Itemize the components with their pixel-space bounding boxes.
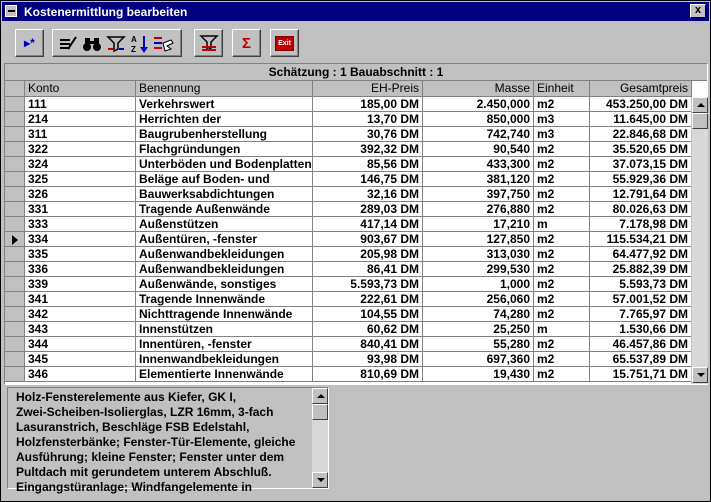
table-row[interactable] [5,247,692,262]
cell-gesamtpreis[interactable]: 22.846,68 DM [590,127,692,142]
row-indicator[interactable] [5,262,25,277]
cell-einheit[interactable]: m2 [534,232,590,247]
cell-einheit[interactable]: m2 [534,157,590,172]
cell-masse[interactable]: 55,280 [423,337,534,352]
header-gesamtpreis[interactable]: Gesamtpreis [590,81,692,97]
row-indicator[interactable] [5,307,25,322]
memo-line: Zwei-Scheiben-Isolierglas, LZR 16mm, 3-fach [16,405,274,419]
cell-eh-preis[interactable]: 93,98 DM [313,352,423,367]
svg-text:Z: Z [131,45,136,54]
cell-konto[interactable]: 326 [25,187,136,202]
table-row[interactable] [5,322,692,337]
memo-line: Pultdach mit gerundetem unterem Abschluß. [16,465,272,479]
cell-gesamtpreis[interactable]: 57.001,52 DM [590,292,692,307]
exit-button[interactable] [270,29,299,57]
row-indicator[interactable] [5,277,25,292]
row-indicator[interactable] [5,112,25,127]
sort-az-icon [130,34,150,54]
grid-scroll-thumb[interactable] [692,113,708,129]
cell-masse[interactable]: 276,880 [423,202,534,217]
cell-einheit[interactable]: m2 [534,187,590,202]
table-row[interactable] [5,307,692,322]
cell-konto[interactable]: 346 [25,367,136,382]
cell-einheit[interactable]: m [534,322,590,337]
cell-eh-preis[interactable]: 85,56 DM [313,157,423,172]
cell-gesamtpreis[interactable]: 25.882,39 DM [590,262,692,277]
cell-konto[interactable]: 331 [25,202,136,217]
cell-benennung[interactable]: Innentüren, -fenster [136,337,313,352]
cell-gesamtpreis[interactable]: 12.791,64 DM [590,187,692,202]
scroll-up-icon [317,394,325,398]
cell-eh-preis[interactable]: 86,41 DM [313,262,423,277]
cell-eh-preis[interactable]: 185,00 DM [313,97,423,112]
cell-einheit[interactable]: m2 [534,307,590,322]
cell-masse[interactable]: 256,060 [423,292,534,307]
binoculars-icon [82,35,102,53]
filter-red-icon [199,34,219,52]
cell-benennung[interactable]: Außenwandbekleidungen [136,262,313,277]
svg-text:A: A [131,35,137,44]
exit-icon: Exit [275,36,294,51]
memo-scroll-thumb[interactable] [312,404,328,420]
cell-gesamtpreis[interactable]: 46.457,86 DM [590,337,692,352]
cell-konto[interactable]: 335 [25,247,136,262]
cell-einheit[interactable]: m [534,217,590,232]
cell-gesamtpreis[interactable]: 453.250,00 DM [590,97,692,112]
cell-benennung[interactable]: Außenwandbekleidungen [136,247,313,262]
cell-einheit[interactable]: m2 [534,202,590,217]
cell-masse[interactable]: 381,120 [423,172,534,187]
table-row[interactable] [5,217,692,232]
cell-benennung[interactable]: Baugrubenherstellung [136,127,313,142]
cell-masse[interactable]: 433,300 [423,157,534,172]
cell-benennung[interactable]: Außenwände, sonstiges [136,277,313,292]
row-indicator[interactable] [5,142,25,157]
grid-vertical-scrollbar[interactable] [691,97,708,384]
cell-benennung[interactable]: Tragende Innenwände [136,292,313,307]
cell-masse[interactable]: 850,000 [423,112,534,127]
row-indicator[interactable] [5,367,25,382]
cell-eh-preis[interactable]: 392,32 DM [313,142,423,157]
row-indicator[interactable] [5,157,25,172]
table-row[interactable] [5,97,692,112]
cell-gesamtpreis[interactable]: 7.765,97 DM [590,307,692,322]
cell-gesamtpreis[interactable]: 37.073,15 DM [590,157,692,172]
current-row-arrow-icon [12,235,18,245]
scroll-up-icon [697,103,705,107]
cell-einheit[interactable]: m2 [534,367,590,382]
filter-icon [106,35,126,53]
header-konto[interactable]: Konto [25,81,136,97]
cell-benennung[interactable]: Verkehrswert [136,97,313,112]
grid-scroll-up-button[interactable] [692,97,708,113]
grid-scroll-down-button[interactable] [692,367,708,383]
hand-pointer-icon [153,34,175,54]
cell-einheit[interactable]: m2 [534,292,590,307]
row-indicator[interactable] [5,337,25,352]
filter-remove-button[interactable] [194,29,223,57]
header-eh-preis[interactable]: EH-Preis [313,81,423,97]
cell-benennung[interactable]: Außentüren, -fenster [136,232,313,247]
cell-benennung[interactable]: Herrichten der [136,112,313,127]
table-row[interactable] [5,172,692,187]
window-title: Kostenermittlung bearbeiten [24,5,188,19]
scroll-down-icon [317,478,325,482]
cell-eh-preis[interactable]: 146,75 DM [313,172,423,187]
cell-gesamtpreis[interactable]: 55.929,36 DM [590,172,692,187]
table-row[interactable] [5,337,692,352]
cell-einheit[interactable]: m2 [534,97,590,112]
cell-eh-preis[interactable]: 810,69 DM [313,367,423,382]
table-row[interactable] [5,277,692,292]
table-row[interactable] [5,127,692,142]
table-row[interactable] [5,187,692,202]
cell-konto[interactable]: 325 [25,172,136,187]
sigma-icon: Σ [241,34,251,52]
cell-einheit[interactable]: m2 [534,262,590,277]
table-row[interactable] [5,202,692,217]
header-indicator [5,81,25,97]
row-indicator[interactable] [5,187,25,202]
cell-eh-preis[interactable]: 13,70 DM [313,112,423,127]
cell-konto[interactable]: 344 [25,337,136,352]
cell-masse[interactable]: 74,280 [423,307,534,322]
cell-benennung[interactable]: Innenwandbekleidungen [136,352,313,367]
header-row [5,81,692,96]
cell-einheit[interactable]: m2 [534,277,590,292]
table-row[interactable] [5,112,692,127]
memo-text [16,390,306,494]
cell-benennung[interactable]: Nichttragende Innenwände [136,307,313,322]
table-row[interactable] [5,142,692,157]
edit-list-icon [58,35,78,53]
memo-line: Ausführung; kleine Fenster; Fenster unter dem [16,450,285,464]
header-benennung[interactable]: Benennung [136,81,313,97]
cell-einheit[interactable]: m2 [534,352,590,367]
cell-eh-preis[interactable]: 5.593,73 DM [313,277,423,292]
cell-eh-preis[interactable]: 289,03 DM [313,202,423,217]
memo-vertical-scrollbar[interactable] [311,388,328,488]
cell-eh-preis[interactable]: 903,67 DM [313,232,423,247]
cell-gesamtpreis[interactable]: 65.537,89 DM [590,352,692,367]
sum-button[interactable] [232,29,261,57]
header-einheit[interactable]: Einheit [534,81,590,97]
row-indicator[interactable] [5,352,25,367]
cell-gesamtpreis[interactable]: 15.751,71 DM [590,367,692,382]
cell-masse[interactable]: 2.450,000 [423,97,534,112]
description-memo[interactable] [7,387,329,494]
grid-caption: Schätzung : 1 Bauabschnitt : 1 [5,64,707,81]
row-indicator[interactable] [5,202,25,217]
edit-pen-button[interactable] [57,33,79,55]
cell-einheit[interactable]: m3 [534,127,590,142]
cell-masse[interactable]: 1,000 [423,277,534,292]
row-indicator[interactable] [5,127,25,142]
title-bar [2,2,709,21]
memo-line: Holz-Fensterelemente aus Kiefer, GK I, [16,390,237,404]
cell-konto[interactable]: 342 [25,307,136,322]
new-record-icon: ▸* [24,36,35,50]
cell-konto[interactable]: 334 [25,232,136,247]
cell-einheit[interactable]: m2 [534,247,590,262]
cell-eh-preis[interactable]: 104,55 DM [313,307,423,322]
memo-line: Lasuranstrich, Beschläge FSB Edelstahl, [16,420,250,434]
cell-konto[interactable]: 322 [25,142,136,157]
sort-az-button[interactable] [129,33,151,55]
cell-eh-preis[interactable]: 32,16 DM [313,187,423,202]
cell-gesamtpreis[interactable]: 5.593,73 DM [590,277,692,292]
cell-masse[interactable]: 90,540 [423,142,534,157]
table-row[interactable] [5,352,692,367]
cell-konto[interactable]: 111 [25,97,136,112]
header-masse[interactable]: Masse [423,81,534,97]
cell-konto[interactable]: 311 [25,127,136,142]
cell-benennung[interactable]: Außenstützen [136,217,313,232]
cell-einheit[interactable]: m3 [534,112,590,127]
cell-gesamtpreis[interactable]: 35.520,65 DM [590,142,692,157]
table-row[interactable] [5,232,692,247]
edit-tools-group [52,29,182,57]
memo-line: Holzfensterbänke; Fenster-Tür-Elemente, gleiche [16,435,296,449]
row-indicator[interactable] [5,232,25,247]
cell-benennung[interactable]: Tragende Außenwände [136,202,313,217]
cell-eh-preis[interactable]: 60,62 DM [313,322,423,337]
cell-gesamtpreis[interactable]: 80.026,63 DM [590,202,692,217]
table-row[interactable] [5,262,692,277]
cell-masse[interactable]: 17,210 [423,217,534,232]
table-row[interactable] [5,367,692,382]
filter-button[interactable] [105,33,127,55]
cell-konto[interactable]: 214 [25,112,136,127]
cell-benennung[interactable]: Bauwerksabdichtungen [136,187,313,202]
cell-benennung[interactable]: Beläge auf Boden- und [136,172,313,187]
cell-benennung[interactable]: Elementierte Innenwände [136,367,313,382]
cell-eh-preis[interactable]: 222,61 DM [313,292,423,307]
cost-grid [4,63,708,385]
row-indicator[interactable] [5,322,25,337]
cell-gesamtpreis[interactable]: 11.645,00 DM [590,112,692,127]
hand-list-button[interactable] [153,33,175,55]
cell-gesamtpreis[interactable]: 1.530,66 DM [590,322,692,337]
cell-masse[interactable]: 742,740 [423,127,534,142]
cell-benennung[interactable]: Unterböden und Bodenplatten [136,157,313,172]
cell-konto[interactable]: 339 [25,277,136,292]
cell-eh-preis[interactable]: 205,98 DM [313,247,423,262]
cell-masse[interactable]: 127,850 [423,232,534,247]
search-button[interactable] [81,33,103,55]
cell-eh-preis[interactable]: 840,41 DM [313,337,423,352]
cell-gesamtpreis[interactable]: 64.477,92 DM [590,247,692,262]
cell-konto[interactable]: 345 [25,352,136,367]
table-row[interactable] [5,292,692,307]
row-indicator[interactable] [5,217,25,232]
memo-scroll-down-button[interactable] [312,472,328,488]
cell-masse[interactable]: 25,250 [423,322,534,337]
row-indicator[interactable] [5,247,25,262]
cell-konto[interactable]: 333 [25,217,136,232]
cell-einheit[interactable]: m2 [534,172,590,187]
row-indicator[interactable] [5,292,25,307]
cell-gesamtpreis[interactable]: 115.534,21 DM [590,232,692,247]
cell-konto[interactable]: 341 [25,292,136,307]
cell-benennung[interactable]: Innenstützen [136,322,313,337]
cell-eh-preis[interactable]: 30,76 DM [313,127,423,142]
new-record-button[interactable] [15,29,44,57]
system-menu-icon[interactable] [5,5,17,17]
cell-masse[interactable]: 397,750 [423,187,534,202]
cell-masse[interactable]: 313,030 [423,247,534,262]
cell-einheit[interactable]: m2 [534,142,590,157]
cell-gesamtpreis[interactable]: 7.178,98 DM [590,217,692,232]
cell-masse[interactable]: 19,430 [423,367,534,382]
cell-konto[interactable]: 343 [25,322,136,337]
cell-konto[interactable]: 324 [25,157,136,172]
memo-scroll-up-button[interactable] [312,388,328,404]
row-indicator[interactable] [5,97,25,112]
cell-masse[interactable]: 697,360 [423,352,534,367]
cell-eh-preis[interactable]: 417,14 DM [313,217,423,232]
cell-benennung[interactable]: Flachgründungen [136,142,313,157]
memo-line: Eingangstüranlage; Windfangelemente in [16,480,252,494]
row-indicator[interactable] [5,172,25,187]
cell-konto[interactable]: 336 [25,262,136,277]
cell-masse[interactable]: 299,530 [423,262,534,277]
scroll-down-icon [697,373,705,377]
close-button[interactable]: x [690,4,706,18]
table-row[interactable] [5,157,692,172]
cell-einheit[interactable]: m2 [534,337,590,352]
